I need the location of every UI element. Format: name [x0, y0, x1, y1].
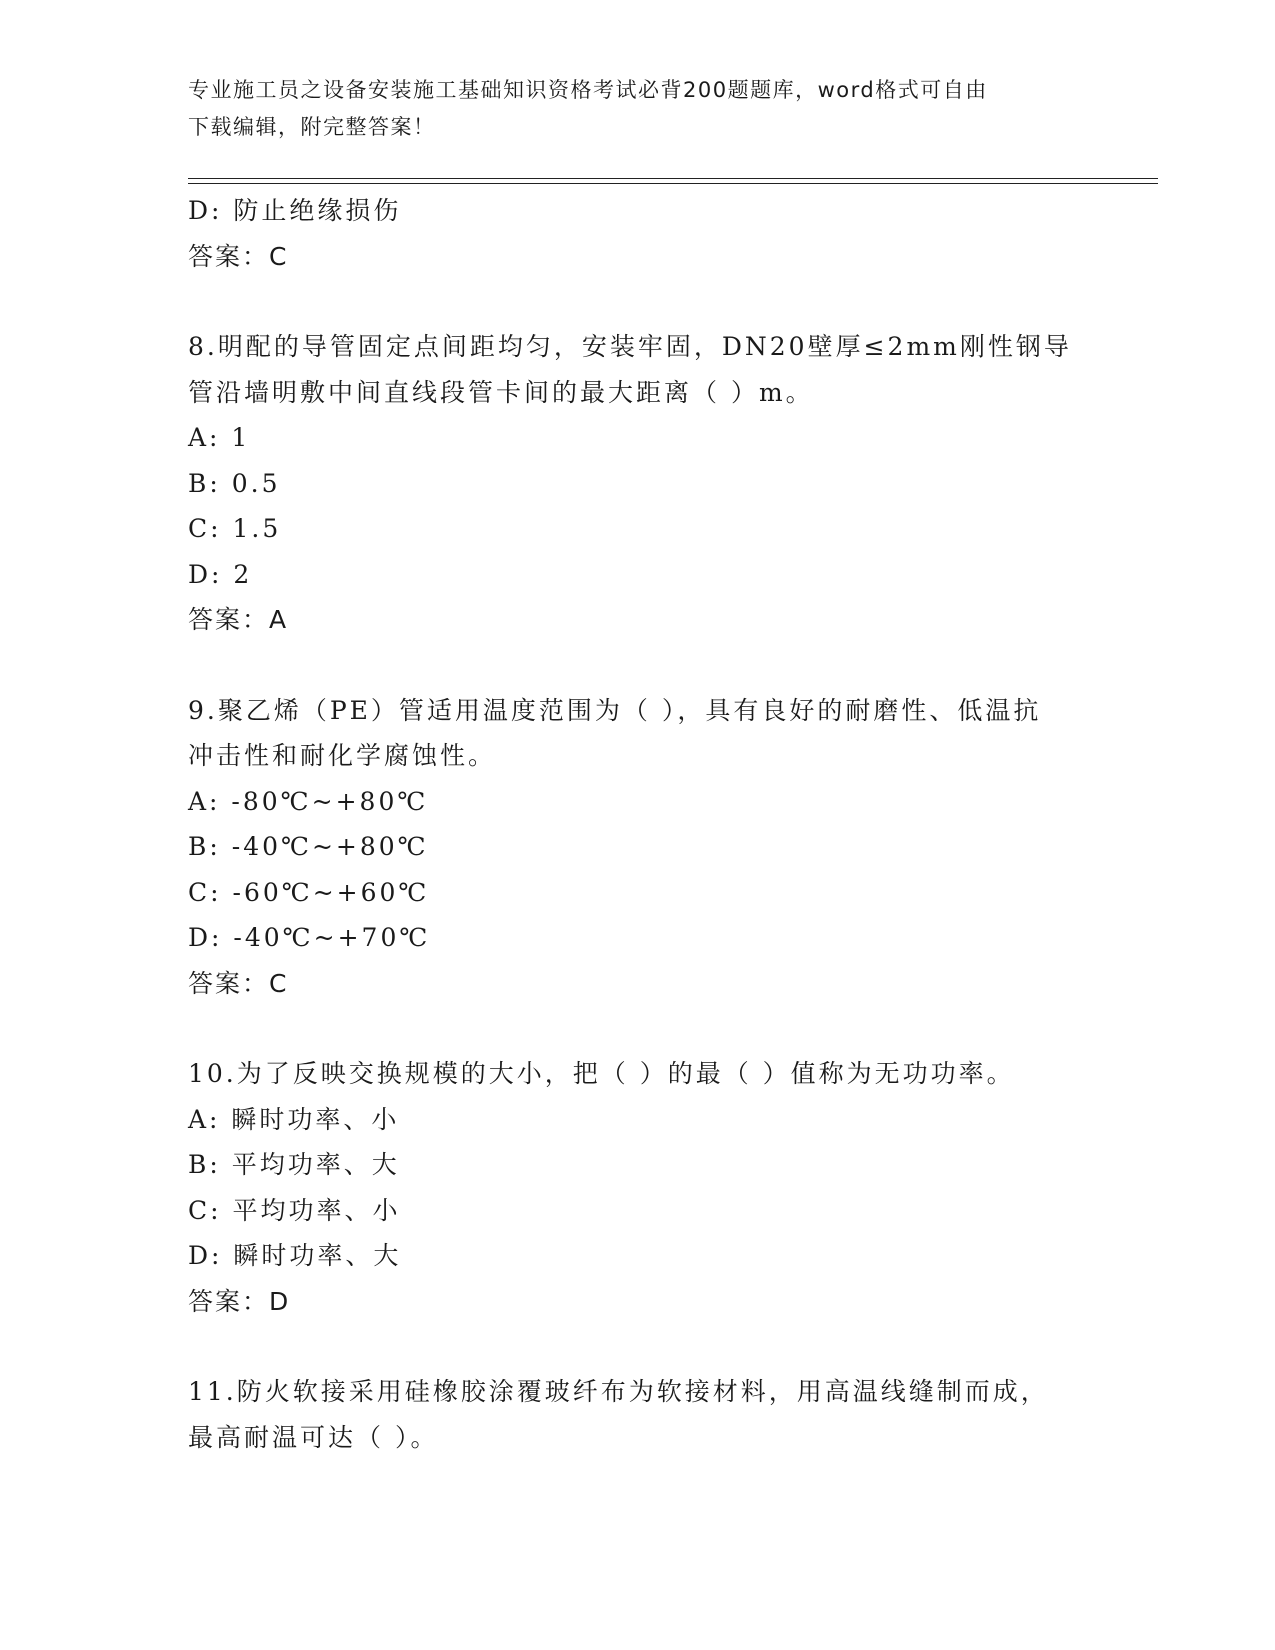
question-stem-line: 管沿墙明敷中间直线段管卡间的最大距离（ ）m。 — [188, 377, 814, 407]
question-stem-line: 9.聚乙烯（PE）管适用温度范围为（ ），具有良好的耐磨性、低温抗 — [188, 695, 1042, 725]
option-b: B: 0.5 — [188, 468, 281, 498]
question-list — [188, 188, 1088, 1460]
question-stem-line: 8.明配的导管固定点间距均匀，安装牢固，DN20壁厚≤2mm刚性钢导 — [188, 332, 1072, 361]
answer: 答案：C — [188, 968, 289, 998]
option-c: C: 平均功率、小 — [188, 1195, 401, 1225]
header-divider-bottom — [188, 183, 1158, 184]
option-b: B: 平均功率、大 — [188, 1150, 400, 1179]
option-d: D: 瞬时功率、大 — [188, 1241, 402, 1270]
option-a: A: 瞬时功率、小 — [188, 1104, 400, 1134]
question-9 — [188, 688, 1088, 1007]
option-a: A: -80℃~+80℃ — [188, 786, 429, 816]
header-line-2: 下载编辑，附完整答案！ — [188, 115, 436, 139]
question-stem-line: 11.防火软接采用硅橡胶涂覆玻纤布为软接材料，用高温线缝制而成， — [188, 1377, 1049, 1406]
option-c: C: -60℃~+60℃ — [188, 877, 430, 907]
document-header — [188, 72, 1068, 146]
question-stem-line: 10.为了反映交换规模的大小，把（ ）的最（ ）值称为无功功率。 — [188, 1059, 1015, 1088]
option-d: D: 防止绝缘损伤 — [188, 196, 402, 225]
option-a: A: 1 — [188, 423, 251, 452]
option-c: C: 1.5 — [188, 514, 282, 543]
answer: 答案：D — [188, 1286, 291, 1316]
question-7-tail — [188, 188, 1088, 279]
option-d: D: 2 — [188, 559, 253, 589]
answer: 答案：C — [188, 241, 289, 271]
answer: 答案：A — [188, 605, 289, 634]
question-stem-line: 冲击性和耐化学腐蚀性。 — [188, 741, 497, 770]
option-d: D: -40℃~+70℃ — [188, 923, 431, 952]
question-8 — [188, 324, 1088, 643]
header-divider-top — [188, 178, 1158, 179]
option-b: B: -40℃~+80℃ — [188, 832, 429, 861]
header-line-1: 专业施工员之设备安装施工基础知识资格考试必背200题题库，word格式可自由 — [188, 78, 988, 102]
question-stem-line: 最高耐温可达（ ）。 — [188, 1422, 439, 1452]
question-10 — [188, 1051, 1088, 1324]
question-11 — [188, 1369, 1088, 1460]
